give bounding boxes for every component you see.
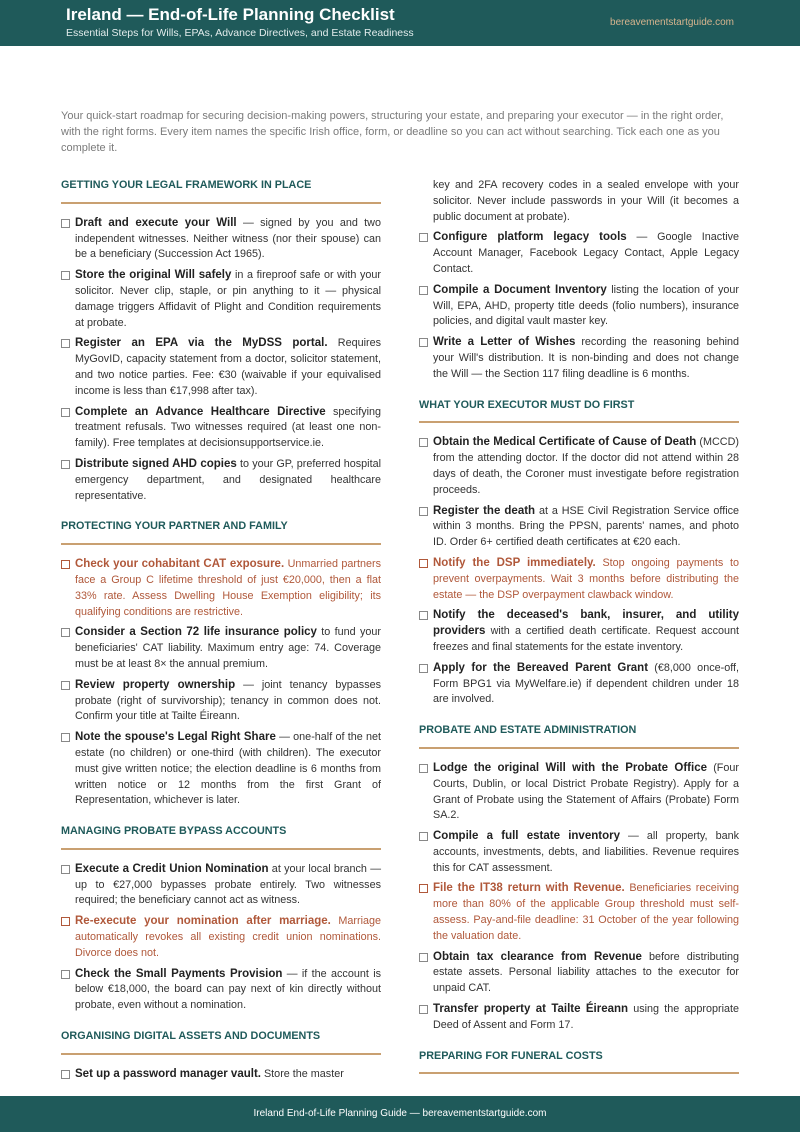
checkbox[interactable] [61,408,70,417]
checklist-item: Note the spouse's Legal Right Share — one-half of the net estate (no children) or one-third (with children). The executor must give written notice; the election deadline is 6 months from written notice or 12 months from the first Grant of Representation, whichever is later. [61,730,381,809]
page-header [0,0,800,46]
checklist-item: Compile a full estate inventory — all property, bank accounts, investments, debts, and liabilities. Revenue requires this for CAT assessment. [419,829,739,876]
checklist-item: Execute a Credit Union Nomination at your local branch — up to €27,000 bypasses probate entirely. Two witnesses required; the beneficiary cannot act as witness. [61,862,381,909]
checklist-item: Register the death at a HSE Civil Registration Service office within 3 months. Bring the PPSN, parents' names, and photo ID. Order 6+ certified death certificates at €20 each. [419,504,739,551]
section-title: PROBATE AND ESTATE ADMINISTRATION [419,724,637,737]
section-divider [61,543,381,545]
checkbox[interactable] [419,1005,428,1014]
checkbox[interactable] [419,507,428,516]
checklist-item: Configure platform legacy tools — Google Inactive Account Manager, Facebook Legacy Contact, Apple Legacy Contact. [419,230,739,277]
section-title: WHAT YOUR EXECUTOR MUST DO FIRST [419,398,635,411]
checklist-item: Consider a Section 72 life insurance policy to fund your beneficiaries' CAT liability. Maximum entry age: 74. Coverage must be at least 8× the annual premium. [61,625,381,672]
checklist-item-warning: Notify the DSP immediately. Stop ongoing payments to prevent overpayments. Wait 3 months before distributing the estate — the DSP overpayment clawback window. [419,556,739,603]
header-site-link[interactable]: bereavementstartguide.com [610,17,734,28]
checkbox[interactable] [419,338,428,347]
left-column [61,178,381,1088]
checklist-item: Apply for the Bereaved Parent Grant (€8,000 once-off, Form BPG1 via MyWelfare.ie) if dependent children under 18 are involved. [419,661,739,708]
page-title: Ireland — End-of-Life Planning Checklist [66,5,395,24]
checkbox[interactable] [419,611,428,620]
checkbox[interactable] [61,628,70,637]
checkbox[interactable] [61,271,70,280]
checklist-item: Notify the deceased's bank, insurer, and utility providers with a certified death certificate. Request account freezes and final statements for the estate inventory. [419,608,739,655]
checkbox[interactable] [61,1070,70,1079]
checkbox[interactable] [419,664,428,673]
checklist-item: Write a Letter of Wishes recording the reasoning behind your Will's distribution. It is non-binding and does not change the Will — the Section 117 filing deadline is 6 months. [419,335,739,382]
checkbox[interactable] [61,970,70,979]
checklist-item: Check the Small Payments Provision — if the account is below €18,000, the board can pay next of kin directly without probate, even without a nomination. [61,967,381,1014]
checklist-item: Complete an Advance Healthcare Directive specifying treatment refusals. Two witnesses required (at least one non-family). Free templates at decisionsupportservice.ie. [61,405,381,452]
checkbox[interactable] [61,560,70,569]
checkbox[interactable] [61,917,70,926]
checkbox[interactable] [61,733,70,742]
checklist-item-warning: File the IT38 return with Revenue. Beneficiaries receiving more than 80% of the applicable Group threshold must self-assess. Pay-and-file deadline: 31 October of the year following the valuation date. [419,881,739,944]
checkbox[interactable] [61,460,70,469]
checklist-item-warning: Re-execute your nomination after marriage. Marriage automatically revokes all existing credit union nominations. Divorce does not. [61,914,381,961]
checklist-item: Transfer property at Tailte Éireann using the appropriate Deed of Assent and Form 17. [419,1002,739,1034]
checklist-item: Register an EPA via the MyDSS portal. Requires MyGovID, capacity statement from a doctor, solicitor statement, and two notice parties. Fee: €30 (waivable if your equivalised income is less than €17,998 after tax). [61,336,381,399]
checklist-item: Obtain the Medical Certificate of Cause of Death (MCCD) from the attending doctor. If the doctor did not attend within 28 days of death, the Coroner must investigate before registration proceeds. [419,435,739,498]
section-divider [419,747,739,749]
checkbox[interactable] [419,438,428,447]
page-subtitle: Essential Steps for Wills, EPAs, Advance Directives, and Estate Readiness [66,27,414,39]
section-divider [61,1053,381,1055]
checkbox[interactable] [61,865,70,874]
checklist-item-warning: Check your cohabitant CAT exposure. Unmarried partners face a Group C lifetime threshold of just €20,000, then a flat 33% rate. Assess Dwelling House Exemption eligibility; its qualifying conditions are restrictive. [61,557,381,620]
checklist-item: Lodge the original Will with the Probate Office (Four Courts, Dublin, or local District Probate Registry). Apply for a Grant of Probate using the Statement of Affairs (Probate) Form SA.2. [419,761,739,824]
page-footer: Ireland End-of-Life Planning Guide — bereavementstartguide.com [0,1096,800,1132]
checkbox[interactable] [419,832,428,841]
checklist-item: Set up a password manager vault. Store the master [61,1067,381,1083]
checklist-item: Draft and execute your Will — signed by you and two independent witnesses. Neither witness (nor their spouse) can be a beneficiary (Succession Act 1965). [61,216,381,263]
intro-paragraph: Your quick-start roadmap for securing decision-making powers, structuring your estate, and preparing your executor — in the right order, with the right forms. Every item names the specific Irish office, form, or deadline so you can act without searching. Tick each one as you complete it. [61,110,724,154]
checklist-item: Distribute signed AHD copies to your GP, preferred hospital emergency department, and designated healthcare representative. [61,457,381,504]
section-title: MANAGING PROBATE BYPASS ACCOUNTS [61,825,287,838]
section-title: ORGANISING DIGITAL ASSETS AND DOCUMENTS [61,1030,321,1043]
checklist-item: Compile a Document Inventory listing the location of your Will, EPA, AHD, property title deeds (folio numbers), insurance policies, and digital vault master key. [419,283,739,330]
checkbox[interactable] [419,884,428,893]
section-divider [419,1072,739,1074]
checklist-item: Store the original Will safely in a fireproof safe or with your solicitor. Never clip, staple, or pin anything to it — physical damage triggers Affidavit of Plight and Condition requirements at probate. [61,268,381,331]
section-divider [61,848,381,850]
checkbox[interactable] [419,559,428,568]
checklist-item: Obtain tax clearance from Revenue before distributing estate assets. Personal liability attaches to the executor for unpaid CAT. [419,950,739,997]
checkbox[interactable] [419,953,428,962]
checkbox[interactable] [61,681,70,690]
checkbox[interactable] [419,764,428,773]
checklist-item-continued: key and 2FA recovery codes in a sealed envelope with your solicitor. Never include passwords in your Will (it becomes a public document at probate). [433,179,739,223]
checklist-item: Review property ownership — joint tenancy bypasses probate (right of survivorship); tenancy in common does not. Confirm your title at Tailte Éireann. [61,678,381,725]
section-divider [61,202,381,204]
right-column [419,178,739,1086]
section-title: PREPARING FOR FUNERAL COSTS [419,1049,603,1062]
section-title: GETTING YOUR LEGAL FRAMEWORK IN PLACE [61,179,312,191]
section-title: PROTECTING YOUR PARTNER AND FAMILY [61,520,288,533]
checkbox[interactable] [61,219,70,228]
checkbox[interactable] [419,286,428,295]
checkbox[interactable] [419,233,428,242]
section-divider [419,421,739,423]
checkbox[interactable] [61,339,70,348]
